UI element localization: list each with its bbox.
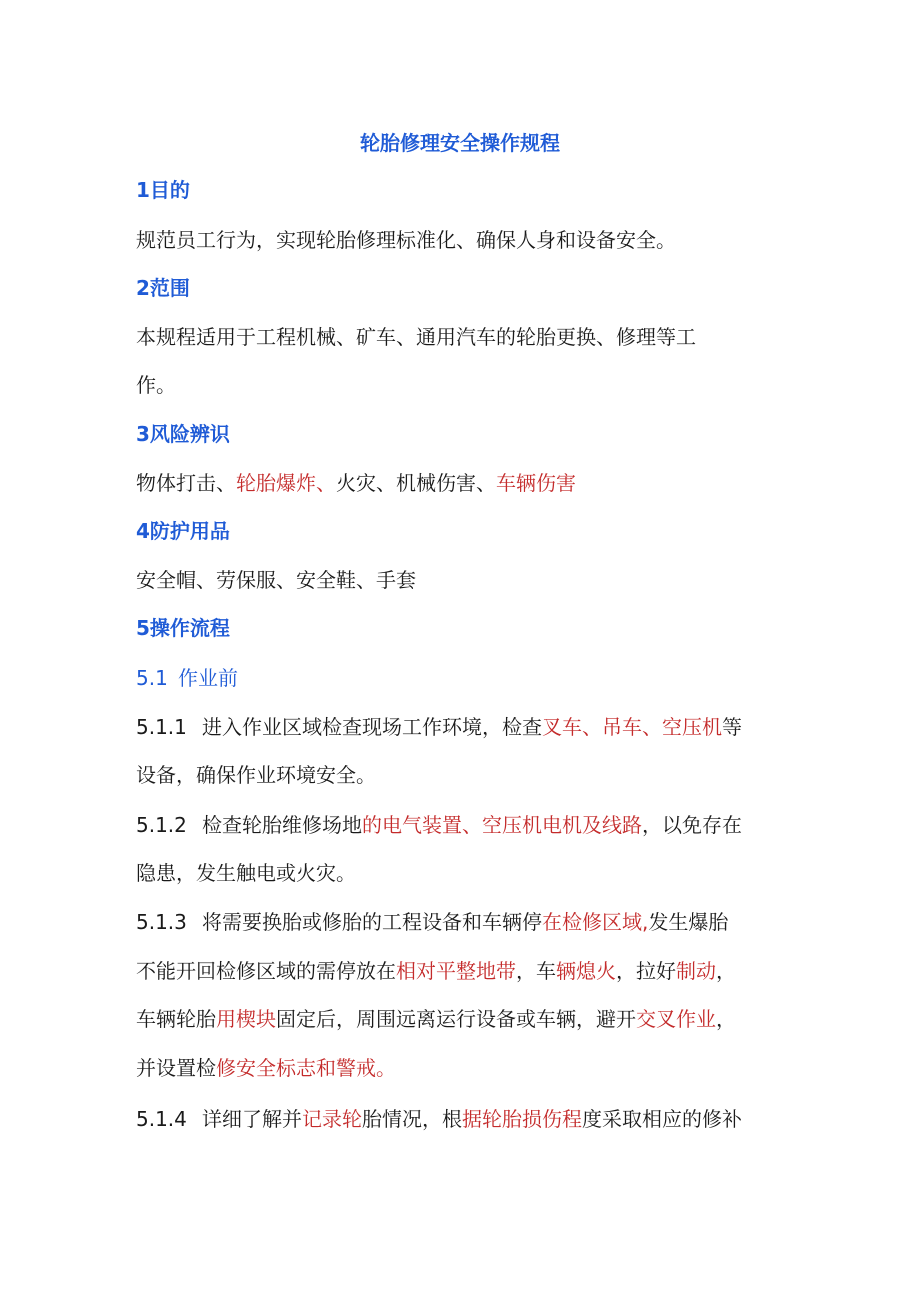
item-highlight: 的电气装置、空压机电机及线路 bbox=[362, 813, 642, 837]
item-highlight: 记录轮 bbox=[302, 1107, 362, 1131]
risk-highlight: 轮胎爆炸、 bbox=[236, 471, 336, 495]
section-1-body: 规范员工行为，实现轮胎修理标准化、确保人身和设备安全。 bbox=[136, 228, 676, 252]
item-text: 胎情况 bbox=[362, 1107, 422, 1131]
item-text: 详细了解并 bbox=[202, 1107, 302, 1131]
item-5-1-1-line-1 bbox=[136, 712, 796, 742]
subsection-label: 作业前 bbox=[178, 666, 238, 690]
item-text: 将需要换胎或修胎的工程设备和车辆停 bbox=[202, 910, 542, 934]
item-5-1-3-line-3 bbox=[136, 1004, 796, 1034]
item-highlight: 据轮胎损伤程 bbox=[462, 1107, 582, 1131]
item-text: 车辆轮胎 bbox=[136, 1007, 216, 1031]
risk-text: 火灾、机械伤害、 bbox=[336, 471, 496, 495]
item-5-1-4-line-1 bbox=[136, 1104, 796, 1134]
section-1-heading: 1目的 bbox=[136, 178, 190, 202]
item-text: 固定后，周围远离运行设备或车辆，避开 bbox=[276, 1007, 636, 1031]
item-number: 5.1.2 bbox=[136, 813, 187, 837]
item-text: ，拉好 bbox=[616, 959, 676, 983]
item-highlight: 在检修区域, bbox=[542, 910, 649, 934]
item-text: 进入作业区域检查现场工作环境，检查 bbox=[202, 715, 542, 739]
item-5-1-3-line-2 bbox=[136, 956, 796, 986]
item-highlight: 制动 bbox=[676, 959, 716, 983]
item-5-1-2-line-2: 隐患，发生触电或火灾。 bbox=[136, 861, 356, 885]
item-highlight: 相对平整地带 bbox=[396, 959, 516, 983]
item-text: 检查轮胎维修场地 bbox=[202, 813, 362, 837]
item-text: 度采取相应的修补 bbox=[582, 1107, 742, 1131]
item-number: 5.1.3 bbox=[136, 910, 187, 934]
item-text: ， bbox=[716, 959, 736, 983]
item-5-1-2-line-1 bbox=[136, 810, 796, 840]
section-2-heading: 2范围 bbox=[136, 276, 190, 300]
risk-highlight: 车辆伤害 bbox=[496, 471, 576, 495]
section-3-body bbox=[136, 468, 796, 498]
item-text: 等 bbox=[722, 715, 742, 739]
item-text: 并设置检 bbox=[136, 1056, 216, 1080]
section-2-body-line-2: 作。 bbox=[136, 373, 176, 397]
subsection-number: 5.1 bbox=[136, 666, 168, 690]
item-highlight: 叉车、吊车、空压机 bbox=[542, 715, 722, 739]
item-5-1-3-line-1 bbox=[136, 907, 796, 937]
item-highlight: 用楔块 bbox=[216, 1007, 276, 1031]
item-highlight: 修安全标志和警戒。 bbox=[216, 1056, 396, 1080]
subsection-5-1-heading bbox=[136, 663, 796, 693]
item-text: ， bbox=[716, 1007, 736, 1031]
section-2-body-line-1: 本规程适用于工程机械、矿车、通用汽车的轮胎更换、修理等工 bbox=[136, 325, 696, 349]
item-highlight: 辆熄火 bbox=[556, 959, 616, 983]
item-5-1-1-line-2: 设备，确保作业环境安全。 bbox=[136, 763, 376, 787]
item-text: ，以免存在 bbox=[642, 813, 742, 837]
item-number: 5.1.4 bbox=[136, 1107, 187, 1131]
section-4-heading: 4防护用品 bbox=[136, 519, 230, 543]
item-text: ，车 bbox=[516, 959, 556, 983]
document-title: 轮胎修理安全操作规程 bbox=[360, 131, 560, 155]
risk-text: 物体打击、 bbox=[136, 471, 236, 495]
item-5-1-3-line-4 bbox=[136, 1053, 796, 1083]
section-3-heading: 3风险辨识 bbox=[136, 422, 230, 446]
item-text: ，根 bbox=[422, 1107, 462, 1131]
item-text: 不能开回检修区域的需停放在 bbox=[136, 959, 396, 983]
item-highlight: 交叉作业 bbox=[636, 1007, 716, 1031]
section-5-heading: 5操作流程 bbox=[136, 616, 230, 640]
item-number: 5.1.1 bbox=[136, 715, 187, 739]
section-4-body: 安全帽、劳保服、安全鞋、手套 bbox=[136, 568, 416, 592]
item-text: 发生爆胎 bbox=[648, 910, 729, 934]
